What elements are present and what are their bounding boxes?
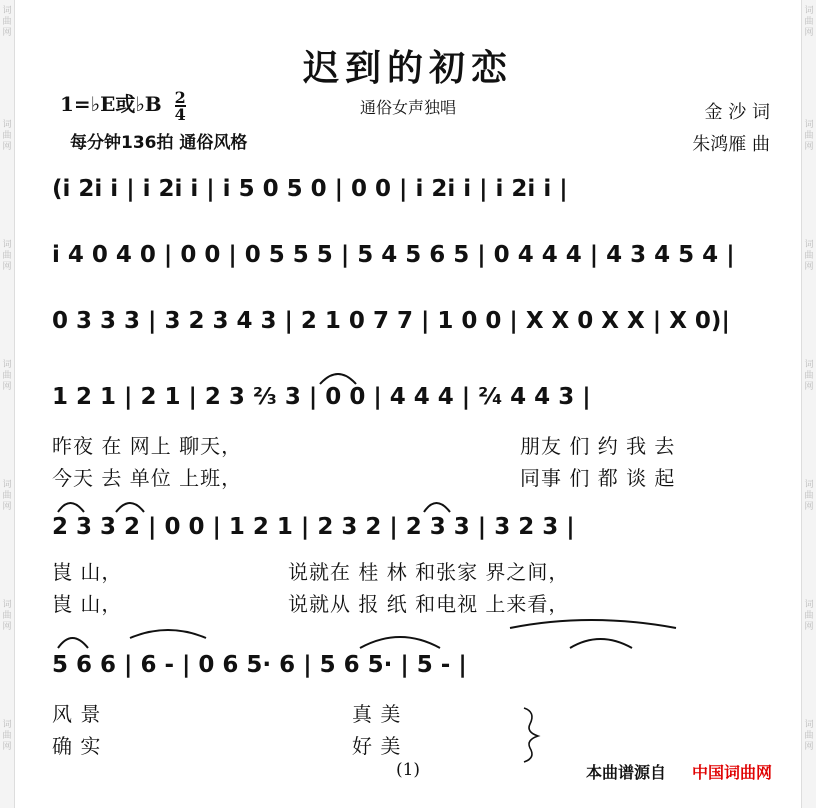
lyric-line-6-verse-1: 风 景 [52,702,102,726]
lyric-line-6-verse-1-end: 真 美 [352,702,402,726]
slur-line-6-a [58,638,88,648]
slur-line-5-a [58,503,84,512]
source-site-link[interactable]: 中国词曲网 [692,763,773,782]
time-signature-bottom: 4 [174,104,186,124]
key-signature-text: 1=♭E或♭B [60,92,162,116]
time-signature-top: 2 [174,87,186,107]
lyricist-credit: 金 沙 词 [704,102,770,123]
watermark-right-2: 词 曲 网 [804,120,814,152]
lyric-line-6-verse-2-end: 好 美 [352,734,402,758]
score-line-2-notes: i 4 0 4 0 | 0 0 | 0 5 5 5 | 5 4 5 6 5 | 0 4 4 4 | 4 3 4 5 4 | [52,242,735,268]
watermark-right-7: 词 曲 网 [804,720,814,752]
slur-line-5-b [116,503,144,512]
lyric-line-4-verse-1: 昨夜 在 网上 聊天， [52,434,243,458]
lyric-line-4-verse-2-end: 同事 们 都 谈 起 [520,466,676,490]
watermark-left-4: 词 曲 网 [2,360,12,392]
score-line-4-notes: 1 2 1 | 2 1 | 2 3 ²⁄₃ 3 | 0 0 | 4 4 4 | ²⁄₄ 4 4 3 | [52,384,591,410]
watermark-right-1: 词 曲 网 [804,6,814,38]
score-line-1-notes: (i 2i i | i 2i i | i 5 0 5 0 | 0 0 | i 2i i | i 2i i | [52,176,568,202]
slur-line-6-c [360,637,440,648]
tempo-marking: 每分钟136拍 通俗风格 [70,133,248,153]
watermark-left-7: 词 曲 网 [2,720,12,752]
lyric-line-4-verse-2: 今天 去 单位 上班， [52,466,243,490]
lyric-line-6-verse-2: 确 实 [52,734,102,758]
page-number: (1) [395,760,421,780]
watermark-left-6: 词 曲 网 [2,600,12,632]
composer-credit: 朱鸿雁 曲 [692,134,770,155]
slur-line-6-b [130,630,206,638]
watermark-right-3: 词 曲 网 [804,240,814,272]
watermark-right-4: 词 曲 网 [804,360,814,392]
source-label: 本曲谱源自 [586,763,667,782]
lyric-line-5-verse-1: 崀 山， [52,560,123,584]
watermark-left-5: 词 曲 网 [2,480,12,512]
lyric-line-5-verse-2: 崀 山， [52,592,123,616]
song-title: 迟到的初恋 [302,47,513,89]
lyric-line-5-verse-1-end: 说就在 桂 林 和张家 界之间， [288,560,570,584]
score-line-3-notes: 0 3 3 3 | 3 2 3 4 3 | 2 1 0 7 7 | 1 0 0 | X X 0 X X | X 0)| [52,308,730,334]
lyric-line-5-verse-2-end: 说就从 报 纸 和电视 上来看， [288,592,570,616]
performance-type: 通俗女声独唱 [359,98,456,117]
brace [524,708,538,762]
watermark-left-3: 词 曲 网 [2,240,12,272]
watermark-right-5: 词 曲 网 [804,480,814,512]
slur-line-5-c [424,503,450,512]
verse-brace [524,708,538,762]
slur-line-6-e [570,639,632,648]
slur-line-4 [320,374,356,384]
score-line-5-notes: 2 3 3 2 | 0 0 | 1 2 1 | 2 3 2 | 2 3 3 | 3 2 3 | [52,514,575,540]
slurs [58,374,676,648]
watermark-left-2: 词 曲 网 [2,120,12,152]
watermark-left-1: 词 曲 网 [2,6,12,38]
score-line-6-notes: 5 6 6 | 6 - | 0 6 5· 6 | 5 6 5· | 5 - | [52,652,467,678]
lyric-line-4-verse-1-end: 朋友 们 约 我 去 [520,434,676,458]
watermark-right-6: 词 曲 网 [804,600,814,632]
slur-line-6-d [510,620,676,628]
